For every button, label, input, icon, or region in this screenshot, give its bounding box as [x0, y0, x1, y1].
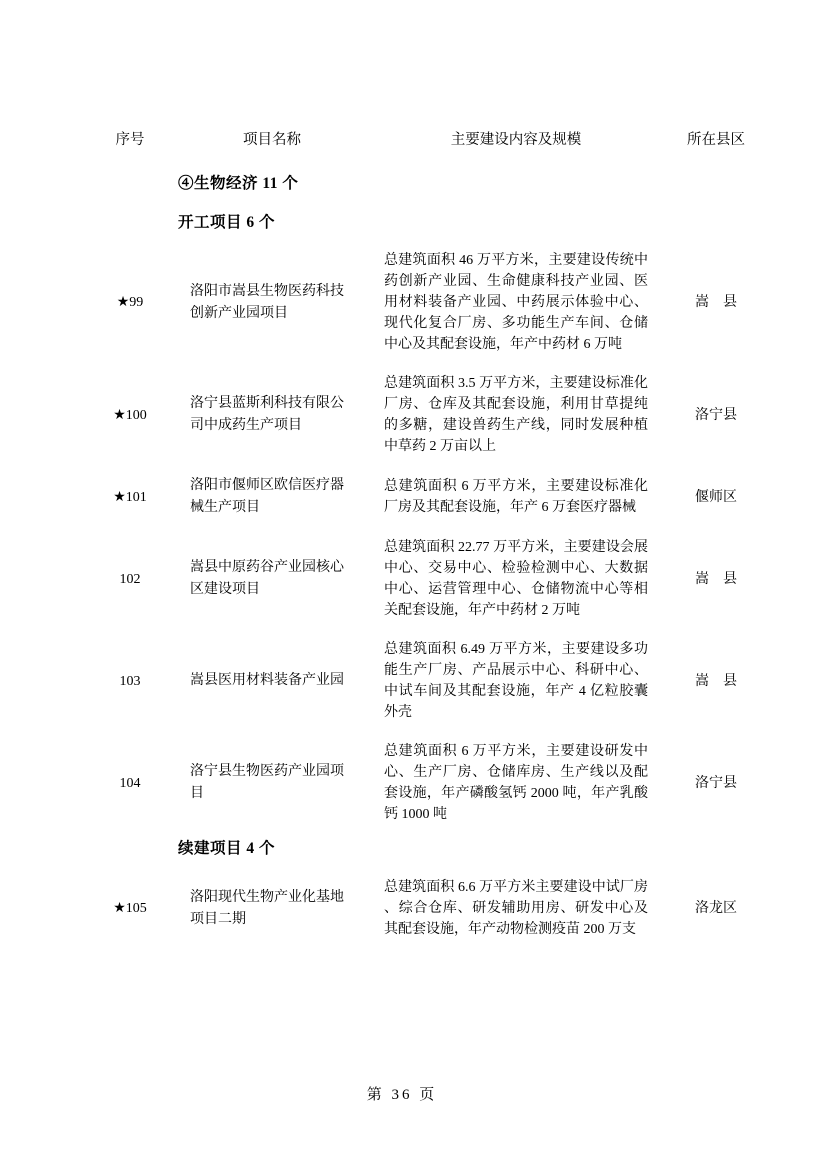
table-body: [88, 241, 778, 949]
table-row: [88, 732, 778, 834]
seq-cell: 103: [119, 673, 141, 689]
seq-cell: 104: [119, 775, 141, 791]
county-cell: 偃师区: [695, 489, 737, 505]
page-number-footer: 第 36 页: [366, 1087, 438, 1103]
project-name-cell: 嵩县中原药谷产业园核心区建设项目: [190, 560, 344, 597]
project-name-cell: 洛宁县生物医药产业园项目: [190, 764, 344, 801]
column-header-content-scale: 主要建设内容及规模: [450, 132, 582, 148]
table-row: [88, 528, 778, 630]
county-cell: 洛宁县: [695, 775, 737, 791]
project-name-cell: 洛阳市嵩县生物医药科技创新产业园项目: [190, 283, 344, 321]
content-cell: 总建筑面积 6 万平方米，主要建设标准化厂房及其配套设施，年产 6 万套医疗器械: [384, 479, 648, 515]
column-header-seq: 序号: [115, 132, 145, 148]
content-cell: 总建筑面积 6.6 万平方米主要建设中试厂房、综合仓库、研发辅助用房、研发中心及其配套设施，年产动物检测疫苗 200 万支: [384, 880, 648, 937]
column-header-county: 所在县区: [687, 132, 745, 148]
county-cell: 嵩 县: [695, 571, 737, 587]
table: [88, 130, 778, 949]
project-name-cell: 嵩县医用材料装备产业园: [190, 673, 344, 688]
content-cell: 总建筑面积 6.49 万平方米，主要建设多功能生产厂房、产品展示中心、科研中心、中试车间及其配套设施，年产 4 亿粒胶囊外壳: [384, 642, 648, 720]
table-row: [88, 241, 778, 364]
project-name-cell: 洛阳市偃师区欧信医疗器械生产项目: [190, 478, 344, 515]
column-header-project-name: 项目名称: [243, 132, 301, 148]
seq-cell: ★105: [113, 901, 147, 916]
table-row: [88, 868, 778, 949]
table-row: [88, 630, 778, 732]
table-row: [88, 364, 778, 466]
section-heading-continued-projects: 续建项目 4 个: [178, 840, 276, 857]
county-cell: 嵩 县: [695, 673, 737, 689]
seq-cell: 102: [119, 571, 141, 587]
table-header-row: [88, 130, 778, 150]
county-cell: 洛宁县: [695, 407, 737, 423]
section-heading-bio-economy: ④生物经济 11 个: [178, 175, 299, 192]
section-heading-new-projects: 开工项目 6 个: [178, 214, 276, 231]
seq-cell: ★100: [113, 407, 147, 423]
seq-cell: ★101: [113, 489, 147, 505]
content-cell: 总建筑面积 6 万平方米，主要建设研发中心、生产厂房、仓储库房、生产线以及配套设施，年产磷酸氢钙 2000 吨，年产乳酸钙 1000 吨: [384, 744, 648, 822]
table-row: [88, 466, 778, 528]
project-name-cell: 洛阳现代生物产业化基地项目二期: [190, 889, 344, 927]
county-cell: 嵩 县: [695, 295, 737, 310]
content-cell: 总建筑面积 22.77 万平方米，主要建设会展中心、交易中心、检验检测中心、大数据中心、运营管理中心、仓储物流中心等相关配套设施，年产中药材 2 万吨: [384, 540, 648, 618]
seq-cell: ★99: [116, 295, 144, 310]
content-cell: 总建筑面积 3.5 万平方米，主要建设标准化厂房、仓库及其配套设施，利用甘草提纯的多糖，建设兽药生产线，同时发展种植中草药 2 万亩以上: [384, 376, 648, 454]
content-cell: 总建筑面积 46 万平方米，主要建设传统中药创新产业园、生命健康科技产业园、医用材料装备产业园、中药展示体验中心、现代化复合厂房、多功能生产车间、仓储中心及其配套设施，年产中药材 6 万吨: [384, 253, 648, 352]
county-cell: 洛龙区: [695, 901, 737, 916]
project-name-cell: 洛宁县蓝斯利科技有限公司中成药生产项目: [190, 396, 344, 433]
